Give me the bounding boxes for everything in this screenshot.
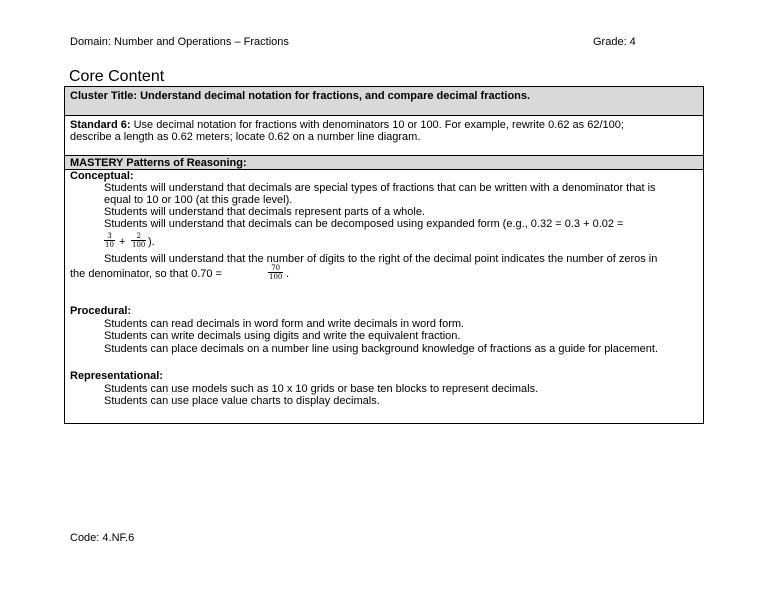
standard-text-1: Use decimal notation for fractions with denominators 10 or 100. For example, rewrite 0.62 as 62/100; (130, 119, 624, 131)
fraction-denominator: 100 (132, 241, 146, 249)
fraction-numerator: 2 (131, 232, 146, 241)
representational-line-2: Students can use place value charts to display decimals. (104, 395, 380, 407)
standard-line-2: describe a length as 0.62 meters; locate 0.62 on a number line diagram. (70, 131, 421, 143)
fraction-2-100 (131, 232, 146, 249)
representational-heading: Representational: (70, 370, 163, 382)
mastery-body (65, 170, 703, 423)
grade-header: Grade: 4 (593, 36, 636, 48)
conceptual-line-7: the denominator, so that 0.70 = (70, 268, 222, 280)
period: . (286, 268, 290, 280)
core-content-title: Core Content (69, 68, 165, 85)
fraction-3-10 (104, 232, 115, 249)
representational-line-1: Students can use models such as 10 x 10 grids or base ten blocks to represent decimals. (104, 383, 539, 395)
conceptual-line-2: equal to 10 or 100 (at this grade level). (104, 194, 293, 206)
procedural-line-2: Students can write decimals using digits and write the equivalent fraction. (104, 330, 461, 342)
fraction-denominator: 10 (105, 241, 114, 249)
fraction-numerator: 3 (104, 232, 115, 241)
procedural-heading: Procedural: (70, 305, 132, 317)
domain-header: Domain: Number and Operations – Fractions (70, 36, 289, 48)
fraction-numerator: 70 (268, 264, 283, 273)
mastery-header: MASTERY Patterns of Reasoning: (70, 157, 247, 169)
mastery-header-row (65, 156, 703, 170)
procedural-line-1: Students can read decimals in word form and write decimals in word form. (104, 318, 465, 330)
plus-sign: + (119, 236, 126, 248)
conceptual-line-4: Students will understand that decimals can be decomposed using expanded form (e.g., 0.32 = 0.3 + 0.02 = (104, 218, 624, 230)
conceptual-heading: Conceptual: (70, 170, 134, 182)
standard-line-1 (70, 119, 624, 131)
content-table (64, 86, 704, 424)
close-paren: ). (148, 236, 155, 248)
standard-code: Code: 4.NF.6 (70, 532, 135, 544)
standard-label: Standard 6: (70, 119, 131, 131)
conceptual-line-6: Students will understand that the number of digits to the right of the decimal point indicates the number of zeros in (104, 253, 658, 265)
cluster-title: Cluster Title: Understand decimal notation for fractions, and compare decimal fractions. (70, 90, 531, 102)
standard-row (65, 116, 703, 156)
conceptual-line-3: Students will understand that decimals represent parts of a whole. (104, 206, 426, 218)
fraction-denominator: 100 (269, 273, 283, 281)
fraction-70-100 (268, 264, 283, 281)
conceptual-line-1: Students will understand that decimals are special types of fractions that can be written with a denominator that is (104, 182, 656, 194)
procedural-line-3: Students can place decimals on a number line using background knowledge of fractions as a guide for placement. (104, 343, 659, 355)
cluster-row (65, 87, 703, 116)
